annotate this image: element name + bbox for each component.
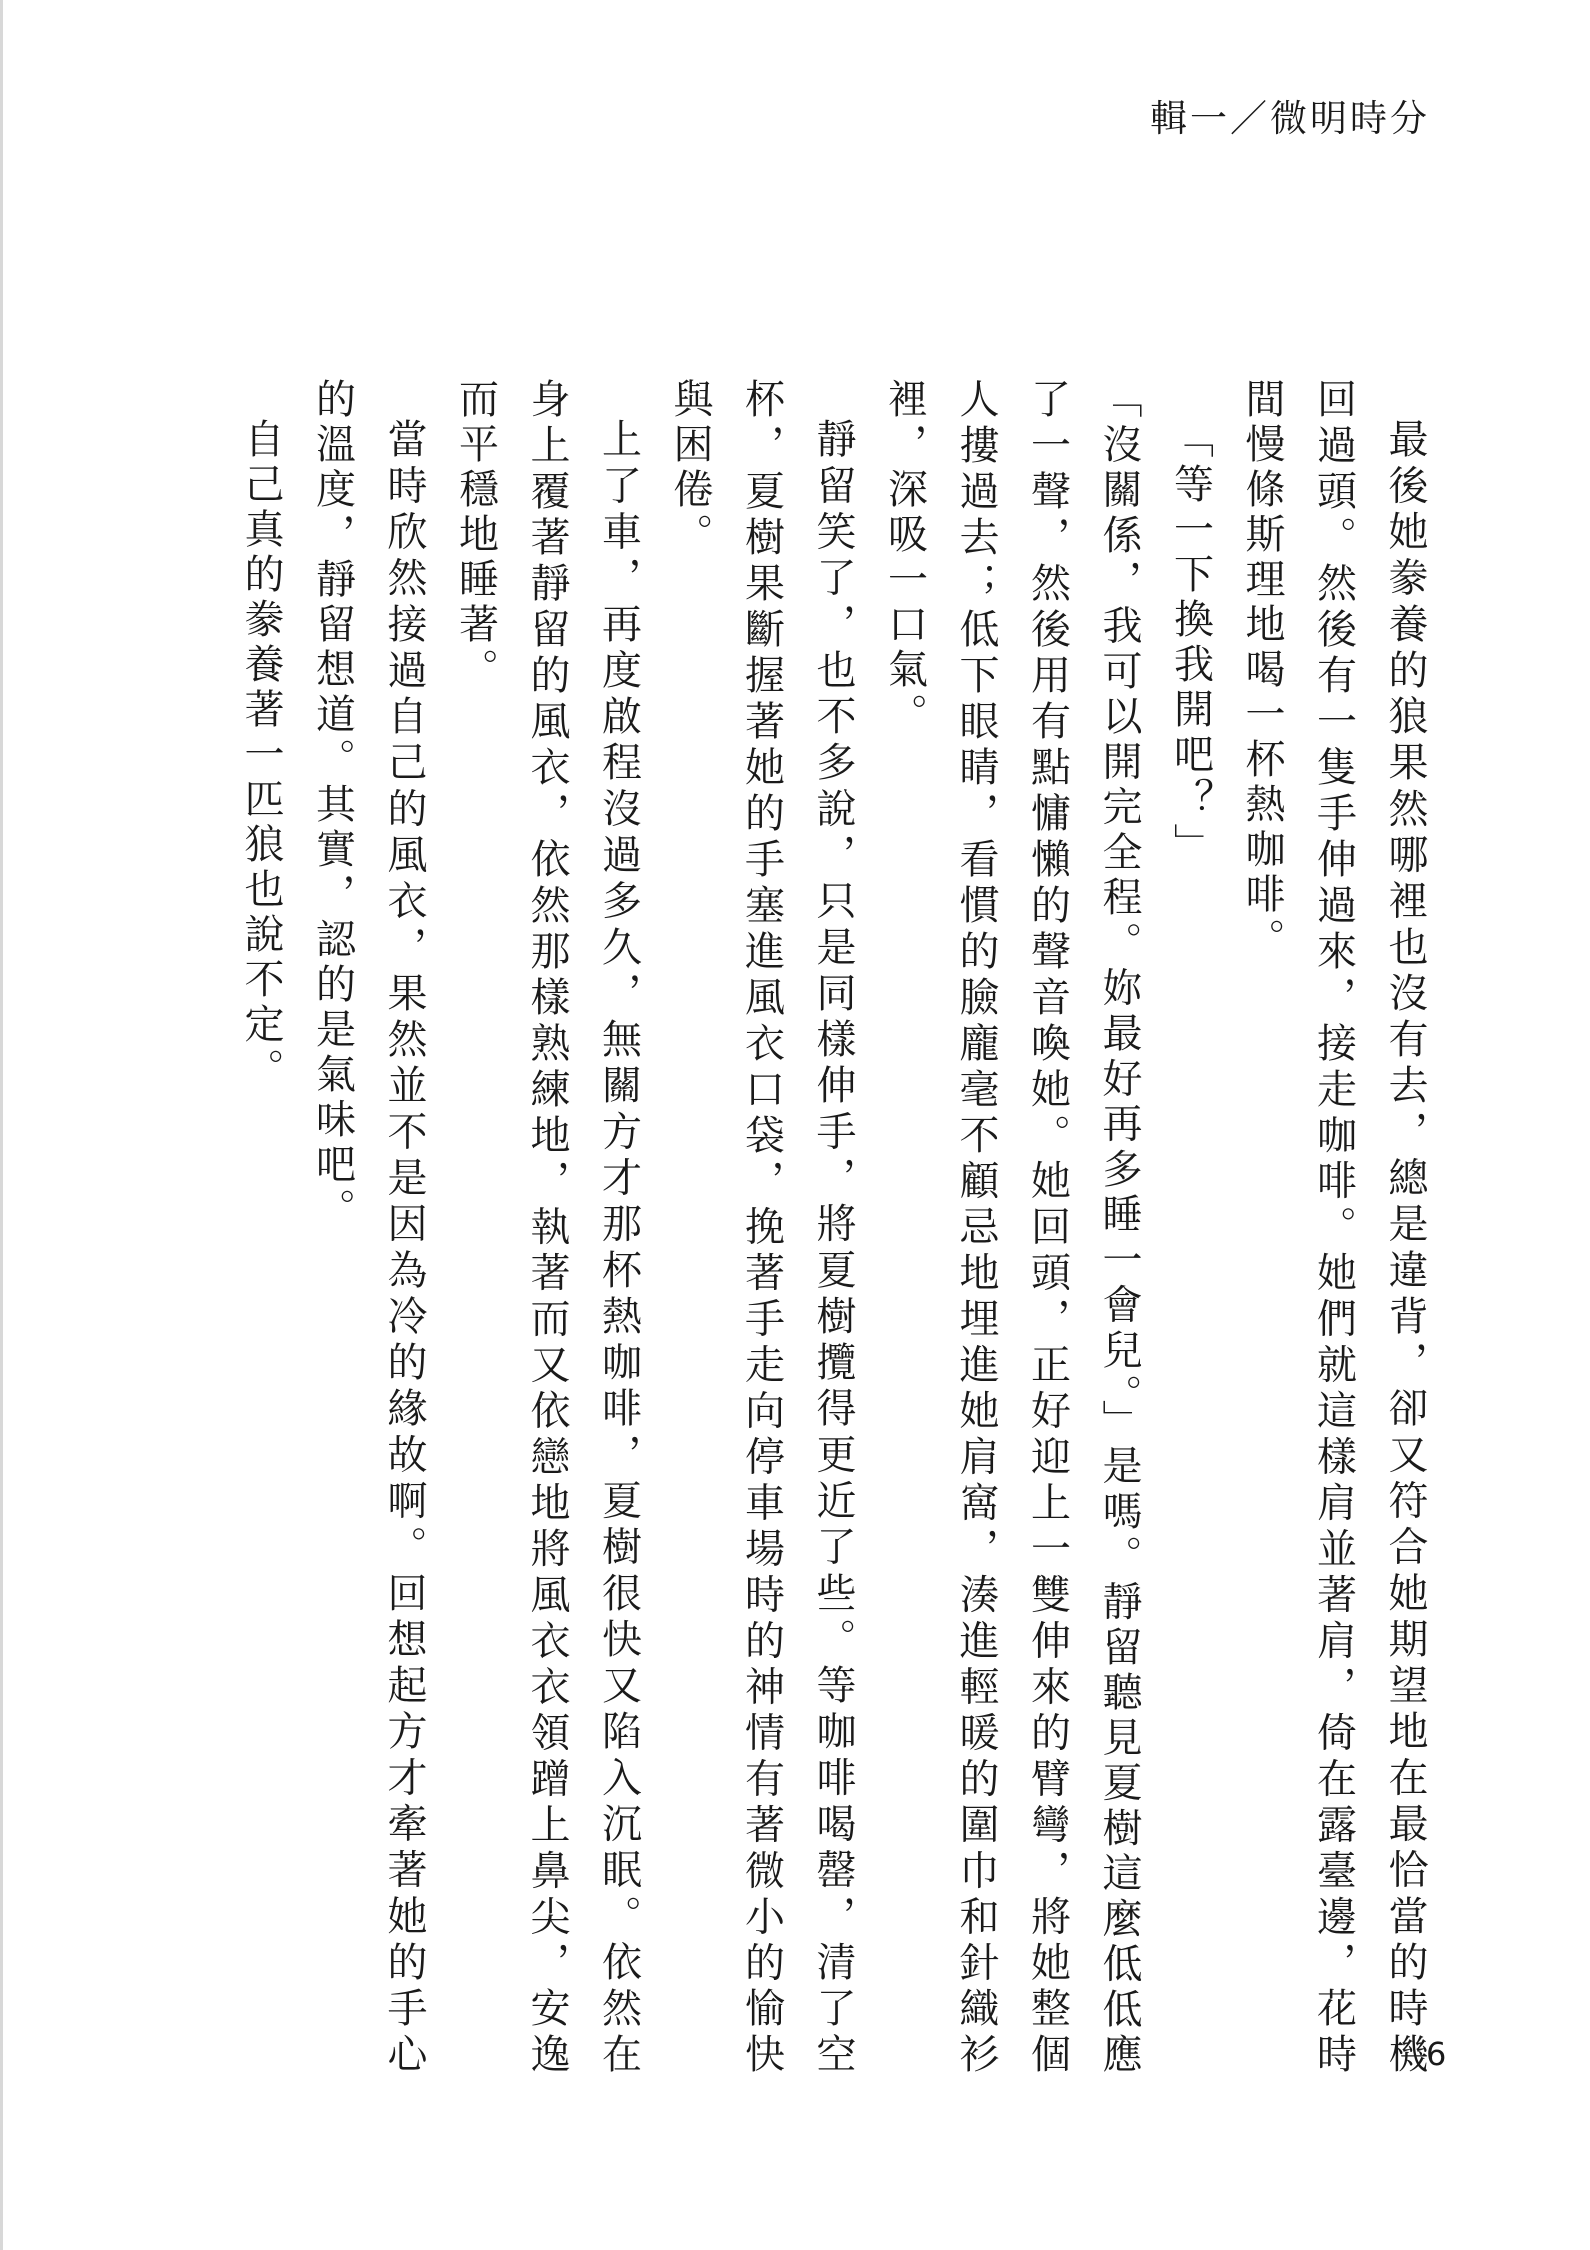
paragraph-7: 自己真的豢養著一匹狼也說不定。 <box>238 418 284 1093</box>
running-header: 輯一／微明時分 <box>1150 97 1430 140</box>
body-text <box>225 378 1441 2078</box>
page-edge <box>0 0 3 2250</box>
paragraph-2: 「等一下換我開吧？」 <box>1167 418 1214 868</box>
paragraph-5: 上了車，再度啟程沒過多久，無關方才那杯熱咖啡，夏樹很快又陷入沉眠。依然在身上覆著靜留的風衣，依然那樣熟練地，執著而又依戀地將風衣衣領蹭上鼻尖，安逸而平穩地睡著。 <box>452 378 642 2078</box>
paragraph-6: 當時欣然接過自己的風衣，果然並不是因為冷的緣故啊。回想起方才牽著她的手心的溫度，靜留想道。其實，認的是氣味吧。 <box>309 378 427 2078</box>
paragraph-4: 靜留笑了，也不多說，只是同樣伸手，將夏樹攬得更近了些。等咖啡喝罄，清了空杯，夏樹果斷握著她的手塞進風衣口袋，挽著手走向停車場時的神情有著微小的愉快與困倦。 <box>667 378 856 2078</box>
paragraph-3: 「沒關係，我可以開完全程。妳最好再多睡一會兒。」是嗎。靜留聽見夏樹這麼低低應了一聲，然後用有點慵懶的聲音喚她。她回頭，正好迎上一雙伸來的臂彎，將她整個人摟過去；低下眼睛，看慣的臉龐毫不顧忌地埋進她肩窩，湊進輕暖的圍巾和針織衫裡，深吸一口氣。 <box>881 378 1142 2078</box>
page-number: 6 <box>1426 2035 1447 2073</box>
paragraph-1: 最後她豢養的狼果然哪裡也沒有去，總是違背，卻又符合她期望地在最恰當的時機回過頭。然後有一隻手伸過來，接走咖啡。她們就這樣肩並著肩，倚在露臺邊，花時間慢條斯理地喝一杯熱咖啡。 <box>1239 378 1428 2078</box>
